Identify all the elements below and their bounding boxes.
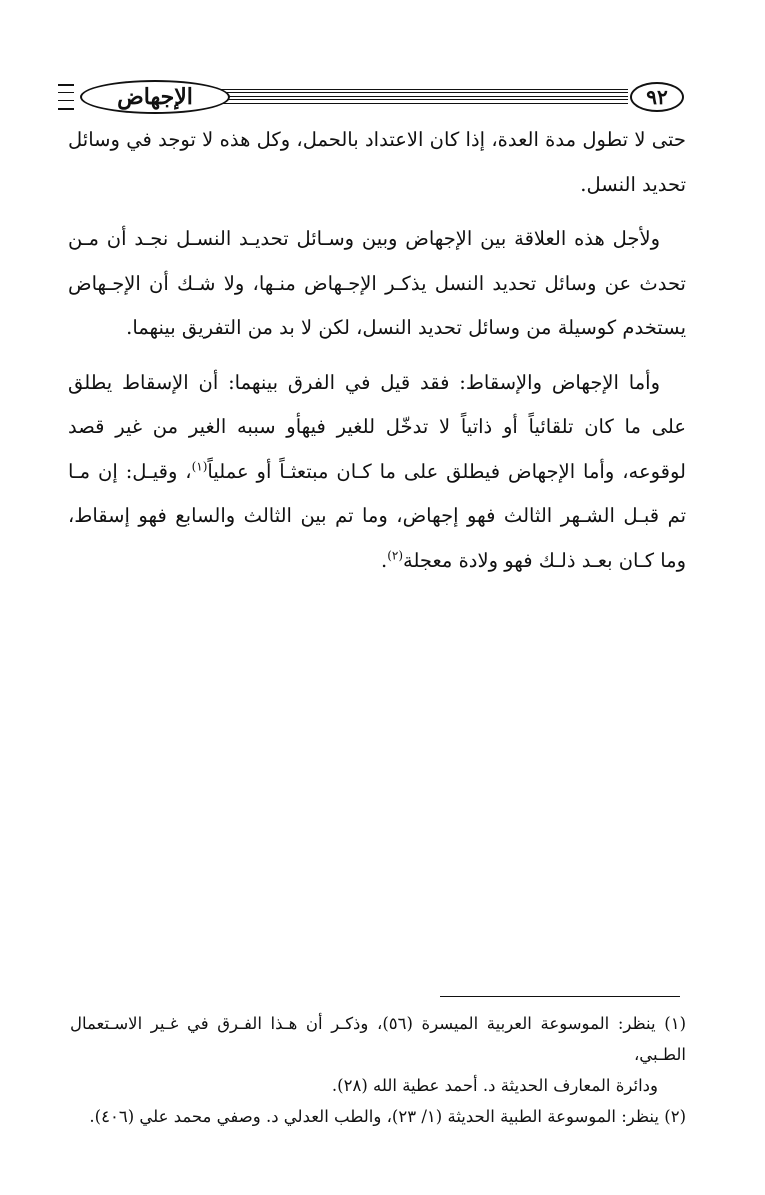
paragraph-3	[68, 361, 686, 584]
paragraph-3-text: ، وقيـل: إن مـا تم قبـل الشـهر الثالث فهو إجهاض، وما تم بين الثالث والسابع فهو إسقاط، وما كـان بعـد ذلـك فهو ولادة معجلة	[68, 459, 686, 572]
footnote-1: (١) ينظر: الموسوعة العربية الميسرة (٥٦)، وذكـر أن هـذا الفـرق في غـير الاسـتعمال الطـبي،	[70, 1014, 686, 1064]
paragraph-3-end: .	[380, 548, 388, 572]
header-rule	[208, 103, 628, 104]
page-number: ٩٢	[630, 82, 684, 112]
header-ornament	[58, 84, 74, 110]
header-rule	[208, 92, 628, 93]
main-text	[68, 118, 686, 583]
chapter-title: الإجهاض	[80, 80, 230, 114]
header-rule	[208, 96, 628, 97]
paragraph-3-text: وأما الإجهاض والإسقاط: فقد قيل في الفرق بينهما: أن الإسقاط يطلق على ما كان تلقائياً أو ذاتياً لا تدخّل للغير فيهأو سببه الغير من غير قصد لوقوعه، وأما الإجهاض فيطلق على ما كـان مبتعثـاً أو عملياً	[68, 370, 686, 483]
footnote-ref-1[interactable]: (١)	[191, 459, 208, 473]
footnote-separator	[440, 996, 680, 997]
footnotes	[70, 1008, 686, 1132]
header-rule	[208, 99, 628, 100]
paragraph-1: حتى لا تطول مدة العدة، إذا كان الاعتداد بالحمل، وكل هذه لا توجد في وسائل تحديد النسل.	[68, 128, 686, 196]
footnote-ref-2[interactable]: (٢)	[387, 548, 404, 562]
footnote-2: (٢) ينظر: الموسوعة الطبية الحديثة (١/ ٢٣)، والطب العدلي د. وصفي محمد علي (٤٠٦).	[89, 1107, 686, 1126]
header-rule	[208, 89, 628, 90]
footnote-1-continued: ودائرة المعارف الحديثة د. أحمد عطية الله (٢٨).	[331, 1076, 658, 1095]
paragraph-2: ولأجل هذه العلاقة بين الإجهاض وبين وسـائل تحديـد النسـل نجـد أن مـن تحدث عن وسائل تحديد النسل يذكـر الإجـهاض منـها، ولا شـك أن الإجـهاض يستخدم كوسيلة من وسائل تحديد النسل، لكن لا بد من التفريق بينهما.	[68, 227, 686, 339]
